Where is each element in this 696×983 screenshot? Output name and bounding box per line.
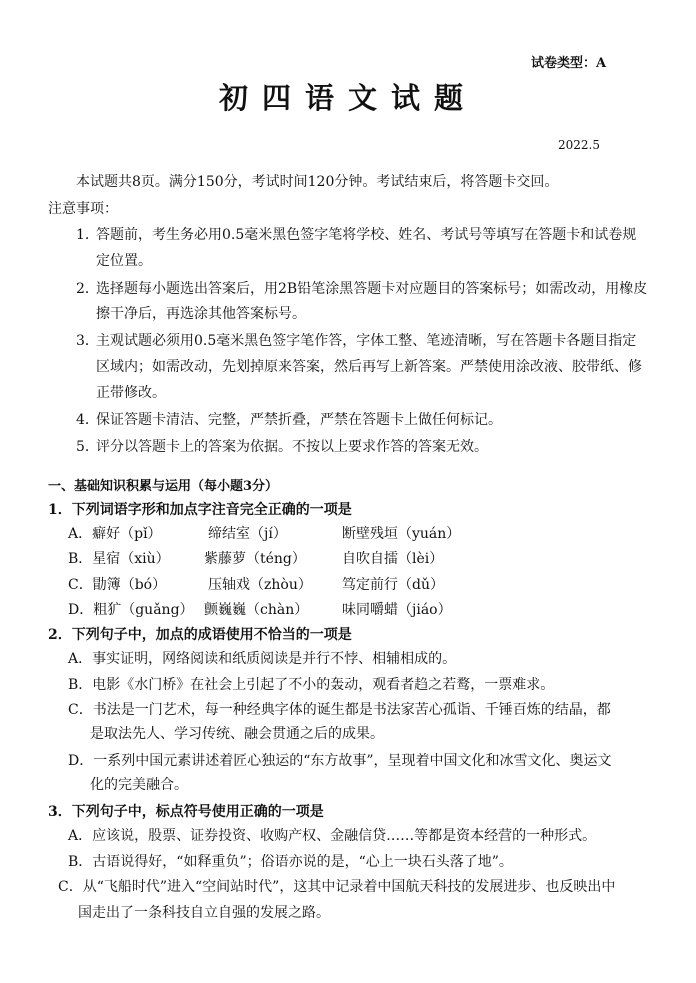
q1-option-c-word-2: 压轴戏（zhòu） [208,577,312,593]
notice-5-number: 5． [76,439,99,455]
q1-option-a-word-3: 断壁残垣（yuán） [342,526,461,542]
notice-3-line-3: 正带修改。 [96,385,166,401]
notice-3-number: 3． [76,333,99,349]
q1-option-c-word-3: 笃定前行（dǔ） [342,577,444,593]
notice-1-line-1: 答题前，考生务必用0.5毫米黑色签字笔将学校、姓名、考试号等填写在答题卡和试卷规 [96,227,637,243]
q2-option-d-line-1: D．一系列中国元素讲述着匠心独运的“东方故事”，呈现着中国文化和冰雪文化、奥运文 [68,753,612,769]
q2-option-d-line-2: 化的完美融合。 [90,777,188,793]
q1-option-c-word-1: C．勖簿（bó） [68,577,167,593]
q1-option-a-word-2: 缔结室（jí） [208,526,287,542]
q1-option-d-word-1: D．粗犷（guǎng） [68,602,194,618]
q2-option-c-line-2: 是取法先人、学习传统、融会贯通之后的成果。 [90,726,384,742]
notice-heading: 注意事项： [48,201,118,217]
notice-2-number: 2． [76,281,99,297]
notice-3-line-2: 区域内；如需改动，先划掉原来答案，然后再写上新答案。严禁使用涂改液、胶带纸、修 [96,359,642,375]
question-1-stem: 1．下列词语字形和加点字注音完全正确的一项是 [48,502,352,518]
q3-option-a: A．应该说，股票、证券投资、收购产权、金融信贷……等都是资本经营的一种形式。 [68,828,597,844]
q2-option-a: A．事实证明，网络阅读和纸质阅读是并行不悖、相辅相成的。 [68,651,457,667]
q1-option-b-word-3: 自吹自擂（lèi） [342,551,444,567]
q3-option-b: B．古语说得好，“如释重负”；俗语亦说的是，“心上一块石头落了地”。 [68,854,513,870]
q1-option-d-word-3: 味同嚼蜡（jiáo） [342,602,452,618]
notice-2-line-2: 擦干净后，再选涂其他答案标号。 [96,306,306,322]
notice-1-number: 1． [76,227,99,243]
q1-option-d-word-2: 颤巍巍（chàn） [204,602,309,618]
page-title: 初四语文试题 [218,81,477,115]
q1-option-b-word-1: B．星宿（xiù） [68,551,170,567]
notice-3-line-1: 主观试题必须用0.5毫米黑色签字笔作答，字体工整、笔迹清晰，写在答题卡各题目指定 [96,333,637,349]
intro-text: 本试题共8页。满分150分，考试时间120分钟。考试结束后，将答题卡交回。 [76,174,559,190]
question-3-stem: 3．下列句子中，标点符号使用正确的一项是 [48,804,324,820]
paper-type-label: 试卷类型：A [531,56,607,71]
q2-option-b: B．电影《水门桥》在社会上引起了不小的轰动，观看者趋之若鹜，一票难求。 [68,677,555,693]
notice-4-number: 4． [76,412,99,428]
notice-5-line-1: 评分以答题卡上的答案为依据。不按以上要求作答的答案无效。 [96,439,488,455]
q2-option-c-line-1: C．书法是一门艺术，每一种经典字体的诞生都是书法家苦心孤诣、千锤百炼的结晶，都 [68,702,611,718]
q1-option-b-word-2: 紫藤萝（téng） [204,551,306,567]
q3-option-c-line-2: 国走出了一条科技自立自强的发展之路。 [78,905,330,921]
notice-4-line-1: 保证答题卡清洁、完整，严禁折叠，严禁在答题卡上做任何标记。 [96,412,502,428]
q3-option-c-line-1: C．从“飞船时代”进入“空间站时代”，这其中记录着中国航天科技的发展进步、也反映出中 [58,879,616,895]
section-heading: 一、基础知识积累与运用（每小题3分） [48,479,279,494]
notice-2-line-1: 选择题每小题选出答案后，用2B铅笔涂黑答题卡对应题目的答案标号；如需改动，用橡皮 [96,281,648,297]
q1-option-a-word-1: A．癖好（pǐ） [68,526,162,542]
exam-date: 2022.5 [558,138,600,152]
notice-1-line-2: 定位置。 [96,253,152,269]
question-2-stem: 2．下列句子中，加点的成语使用不恰当的一项是 [48,627,352,643]
